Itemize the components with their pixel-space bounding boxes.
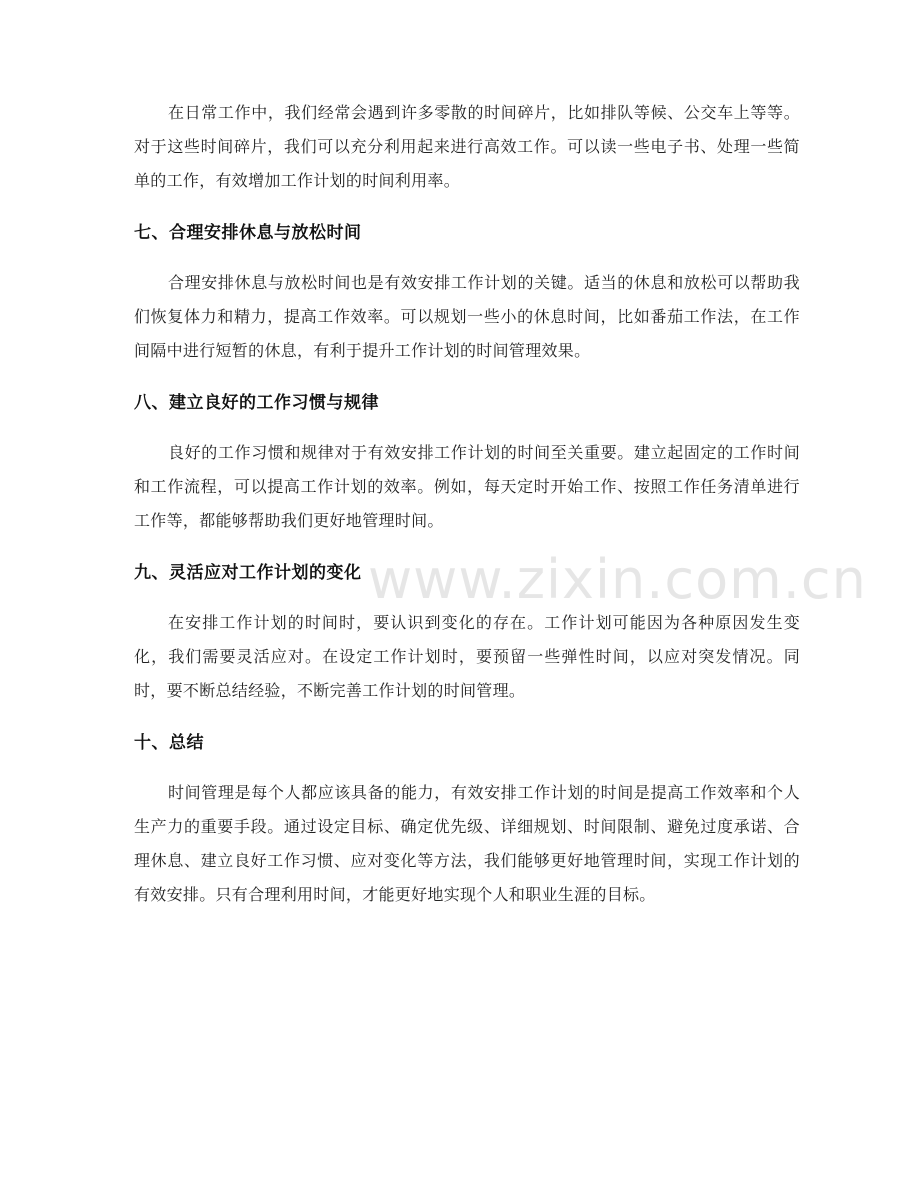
intro-paragraph: 在日常工作中，我们经常会遇到许多零散的时间碎片，比如排队等候、公交车上等等。对于这些时间碎片，我们可以充分利用起来进行高效工作。可以读一些电子书、处理一些简单的工作，有效增加工作计划的时间利用率。 — [134, 103, 800, 190]
section-heading-8: 八、建立良好的工作习惯与规律 — [134, 393, 379, 413]
section-paragraph-7: 合理安排休息与放松时间也是有效安排工作计划的关键。适当的休息和放松可以帮助我们恢复体力和精力，提高工作效率。可以规划一些小的休息时间，比如番茄工作法，在工作间隔中进行短暂的休息，有利于提升工作计划的时间管理效果。 — [134, 273, 800, 360]
section-paragraph-8: 良好的工作习惯和规律对于有效安排工作计划的时间至关重要。建立起固定的工作时间和工作流程，可以提高工作计划的效率。例如，每天定时开始工作、按照工作任务清单进行工作等，都能够帮助我们更好地管理时间。 — [134, 443, 800, 530]
section-heading-10: 十、总结 — [134, 733, 204, 753]
section-paragraph-10: 时间管理是每个人都应该具备的能力，有效安排工作计划的时间是提高工作效率和个人生产力的重要手段。通过设定目标、确定优先级、详细规划、时间限制、避免过度承诺、合理休息、建立良好工作习惯、应对变化等方法，我们能够更好地管理时间，实现工作计划的有效安排。只有合理利用时间，才能更好地实现个人和职业生涯的目标。 — [134, 783, 800, 904]
section-heading-7: 七、合理安排休息与放松时间 — [134, 223, 362, 243]
section-heading-9: 九、灵活应对工作计划的变化 — [134, 563, 362, 583]
section-paragraph-9: 在安排工作计划的时间时，要认识到变化的存在。工作计划可能因为各种原因发生变化，我们需要灵活应对。在设定工作计划时，要预留一些弹性时间，以应对突发情况。同时，要不断总结经验，不断完善工作计划的时间管理。 — [134, 613, 800, 700]
document-body — [134, 96, 800, 912]
watermark: www.zixin.com.cn — [368, 548, 867, 611]
